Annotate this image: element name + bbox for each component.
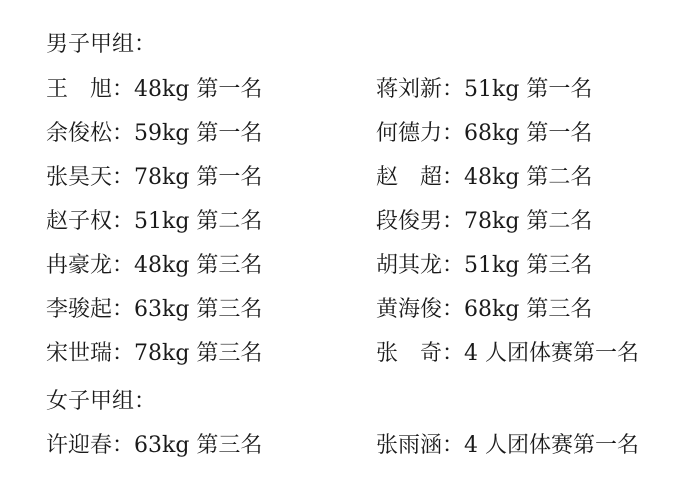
award-entry: 蒋刘新：51kg 第一名 (376, 77, 593, 102)
list-row (46, 207, 686, 237)
list-row (46, 163, 686, 193)
women-group-heading: 女子甲组： (46, 389, 157, 414)
award-entry: 黄海俊：68kg 第三名 (376, 297, 593, 322)
award-entry: 何德力：68kg 第一名 (376, 121, 593, 146)
list-row (46, 75, 686, 105)
award-entry: 李骏起：63kg 第三名 (46, 297, 263, 322)
award-entry: 段俊男：78kg 第二名 (376, 209, 593, 234)
list-row (46, 251, 686, 281)
men-group-heading: 男子甲组： (46, 32, 157, 57)
list-row (46, 339, 686, 369)
award-entry: 张 奇：4 人团体赛第一名 (376, 341, 639, 366)
award-entry: 冉豪龙：48kg 第三名 (46, 253, 263, 278)
award-entry: 张昊天：78kg 第一名 (46, 165, 263, 190)
award-entry: 余俊松：59kg 第一名 (46, 121, 263, 146)
list-row (46, 431, 686, 461)
award-entry: 赵 超：48kg 第二名 (376, 165, 593, 190)
award-entry: 许迎春：63kg 第三名 (46, 433, 263, 458)
award-entry: 胡其龙：51kg 第三名 (376, 253, 593, 278)
award-entry: 赵子权：51kg 第二名 (46, 209, 263, 234)
award-entry: 宋世瑞：78kg 第三名 (46, 341, 263, 366)
list-row (46, 295, 686, 325)
award-entry: 张雨涵：4 人团体赛第一名 (376, 433, 639, 458)
award-entry: 王 旭：48kg 第一名 (46, 77, 263, 102)
list-row (46, 119, 686, 149)
